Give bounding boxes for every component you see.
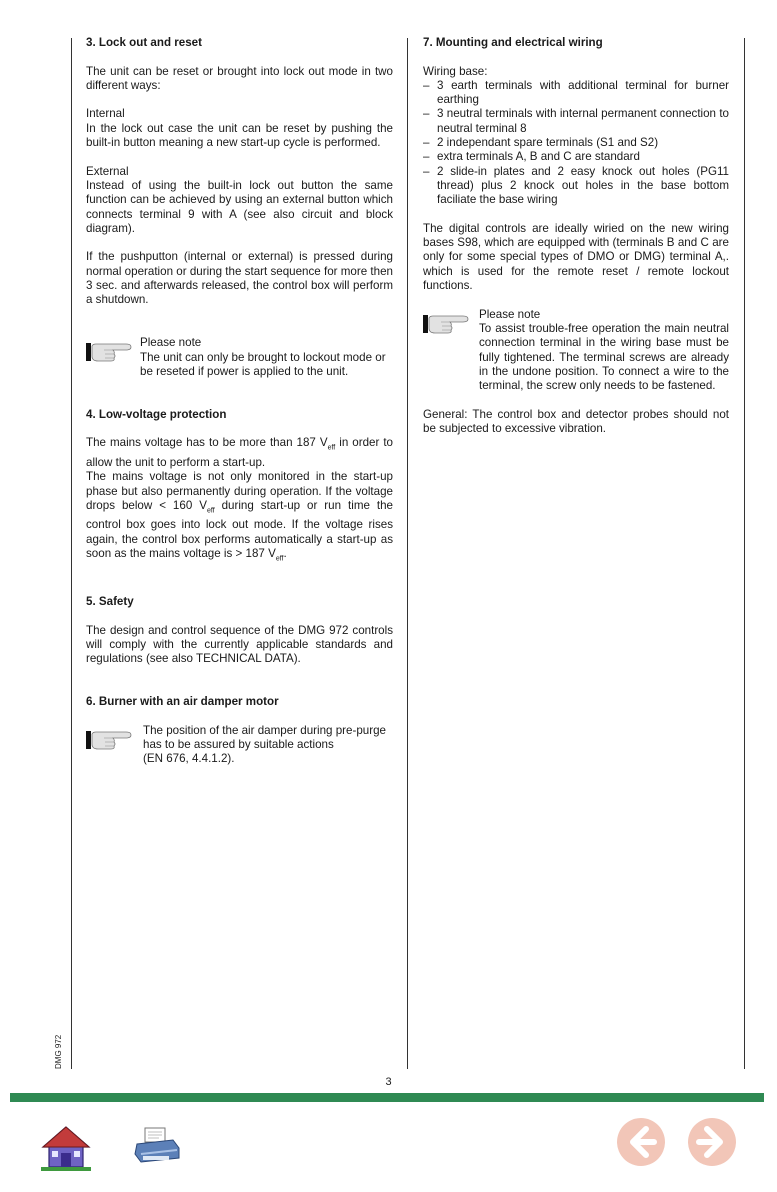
pointing-hand-icon xyxy=(423,312,471,336)
wiring-note-text: To assist trouble-free operation the main neutral connection terminal in the wiring base must be fully tightened. The terminal screws are already in the undone position. To connect a wire to the terminal, the screw only needs to be fastened. xyxy=(479,321,729,393)
section-4-paragraph-2: The mains voltage is not only monitored in the start-up phase but also permanently during operation. If the voltage drops below < 160 $V_{eff}$ during start-up or run time the control box goes into lock out mode. If the voltage rises again, the control box performs automatically a start-up as soon as the mains voltage is > 187 $V_{eff}$. xyxy=(86,470,394,563)
printer-icon[interactable] xyxy=(133,1126,181,1166)
section-6-heading: 6. Burner with an air damper motor xyxy=(86,695,279,709)
wiring-note xyxy=(423,308,729,394)
lockout-note-title: Please note xyxy=(140,336,202,350)
air-damper-note-line-3: (EN 676, 4.4.1.2). xyxy=(143,752,235,766)
section-3-heading: 3. Lock out and reset xyxy=(86,36,202,49)
lockout-note xyxy=(86,336,393,379)
digital-controls-text: The digital controls are ideally wiried on the new wiring bases S98, which are equipped with (terminals B and C are only for some special types of DMO or DMG) terminal A,. which is used for the remote reset / remote lockout functions. xyxy=(423,221,729,293)
right-column xyxy=(423,36,729,436)
list-item: – 3 neutral terminals with internal permanent connection to neutral terminal 8 xyxy=(423,107,729,136)
left-margin-rule xyxy=(71,38,72,1069)
wiring-note-title: Please note xyxy=(479,307,541,321)
arrow-left-icon[interactable] xyxy=(616,1117,666,1167)
center-column-rule xyxy=(407,38,408,1069)
list-item: – 2 slide-in plates and 2 easy knock out holes (PG11 thread) plus 2 knock out holes in the base bottom faciliate the base wiring xyxy=(423,165,729,208)
document-side-label: DMG 972 xyxy=(54,1034,63,1069)
air-damper-note xyxy=(86,724,393,767)
footer-green-bar xyxy=(10,1093,764,1102)
external-label: External xyxy=(86,164,129,178)
air-damper-note-line-1: The position of the air damper during pre-purge xyxy=(143,723,386,737)
external-text: Instead of using the built-in lock out button the same function can be achieved by using an external button which connects terminal 9 with A (see also circuit and block diagram). xyxy=(86,178,393,235)
general-text: General: The control box and detector probes should not be subjected to excessive vibration. xyxy=(423,407,729,436)
lockout-note-text: The unit can only be brought to lockout mode or be reseted if power is applied to the unit. xyxy=(140,350,386,378)
left-column xyxy=(86,36,393,767)
pointing-hand-icon xyxy=(86,728,134,752)
section-3-intro: The unit can be reset or brought into lock out mode in two different ways: xyxy=(86,64,393,92)
wiring-base-list xyxy=(423,79,729,208)
wiring-base-label: Wiring base: xyxy=(423,64,488,78)
section-4-paragraph-1: The mains voltage has to be more than 187 $V_{eff}$ in order to allow the unit to perform a start-up. xyxy=(86,436,394,469)
right-margin-rule xyxy=(744,38,745,1069)
pointing-hand-icon xyxy=(86,340,134,364)
internal-label: Internal xyxy=(86,107,125,121)
section-5-text: The design and control sequence of the DMG 972 controls will comply with the currently applicable standards and regulations (see also TECHNICAL DATA). xyxy=(86,623,393,666)
list-item: – extra terminals A, B and C are standard xyxy=(423,150,729,164)
list-item: – 3 earth terminals with additional terminal for burner earthing xyxy=(423,79,729,108)
section-7-heading: 7. Mounting and electrical wiring xyxy=(423,36,603,49)
section-4-heading: 4. Low-voltage protection xyxy=(86,407,227,421)
internal-text: In the lock out case the unit can be reset by pushing the built-in button meaning a new start-up cycle is performed. xyxy=(86,121,393,150)
page-number: 3 xyxy=(385,1076,392,1088)
arrow-right-icon[interactable] xyxy=(687,1117,737,1167)
home-icon[interactable] xyxy=(41,1125,91,1171)
air-damper-note-line-2: has to be assured by suitable actions xyxy=(143,738,334,752)
list-item: – 2 independant spare terminals (S1 and S2) xyxy=(423,136,729,150)
pushbutton-text: If the pushputton (internal or external) is pressed during normal operation or during the start sequence for more then 3 sec. and afterwards released, the control box will perform a shutdown. xyxy=(86,250,393,307)
section-5-heading: 5. Safety xyxy=(86,595,134,609)
